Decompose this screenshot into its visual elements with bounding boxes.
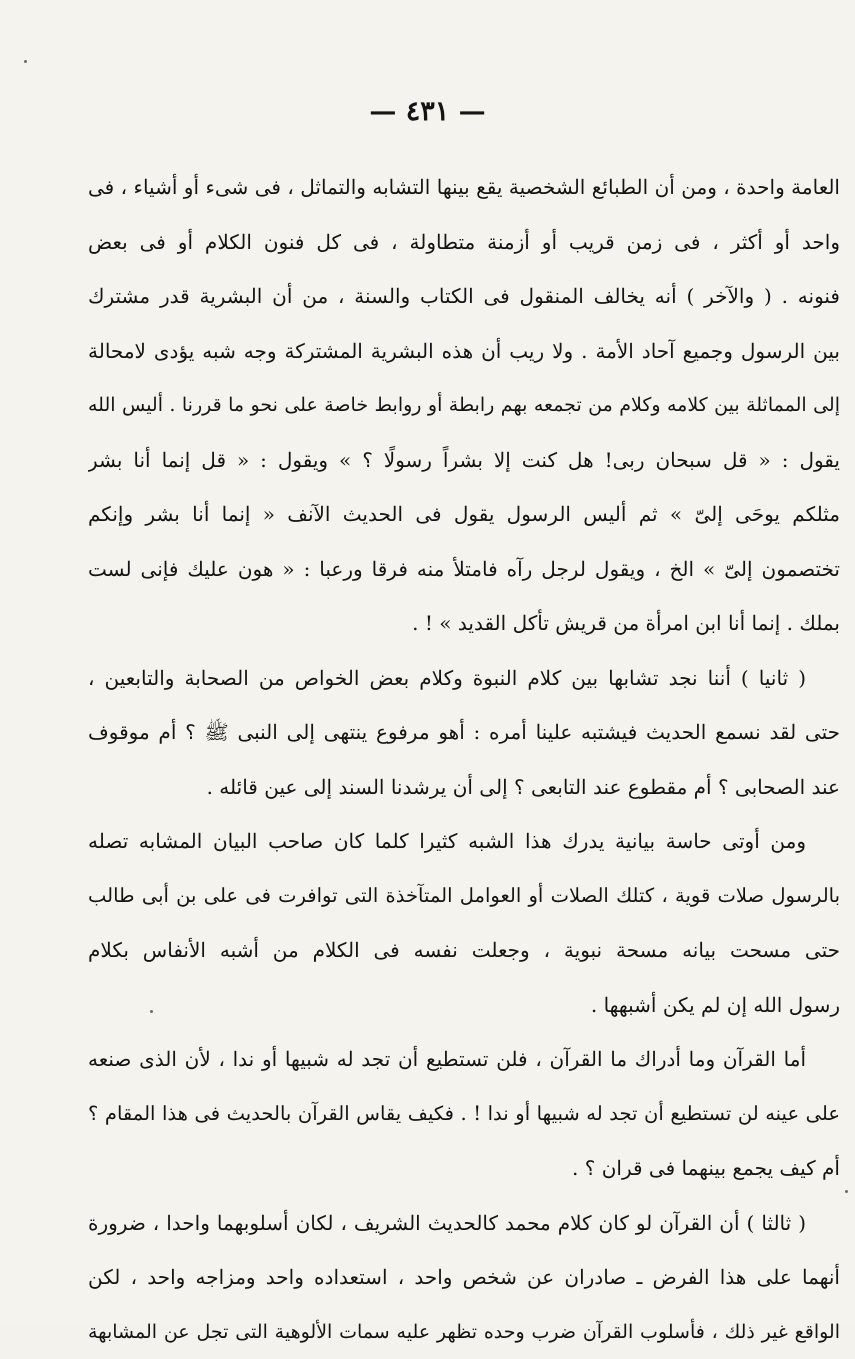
text-line: بملك . إنما أنا ابن امرأة من قريش تأكل القديد » ! . (88, 596, 840, 651)
text-line: واحد أو أكثر ، فى زمن قريب أو أزمنة متطاولة ، فى كل فنون الكلام أو فى بعض (88, 215, 840, 270)
text-line: عند الصحابى ؟ أم مقطوع عند التابعى ؟ إلى أن يرشدنا السند إلى عين قائله . (88, 760, 840, 815)
text-line: أما القرآن وما أدراك ما القرآن ، فلن تستطيع أن تجد له شبيها أو ندا ، لأن الذى صنعه (88, 1032, 840, 1087)
text-line: حتى مسحت بيانه مسحة نبوية ، وجعلت نفسه فى الكلام من أشبه الأنفاس بكلام (88, 923, 840, 978)
text-line: رسول الله إن لم يكن أشبهها . (88, 978, 840, 1033)
text-line: مثلكم يوحَى إلىّ » ثم أليس الرسول يقول فى الحديث الآنف « إنما أنا بشر وإنكم (88, 487, 840, 542)
text-line: بين الرسول وجميع آحاد الأمة . ولا ريب أن هذه البشرية المشتركة وجه شبه يؤدى لامحالة (88, 324, 840, 379)
body-text (88, 160, 840, 1359)
scan-speck (24, 60, 27, 63)
text-line: على عينه لن تستطيع أن تجد له شبيها أو ندا ! . فكيف يقاس القرآن بالحديث فى هذا المقام ؟ (88, 1087, 840, 1142)
text-line: فنونه . ( والآخر ) أنه يخالف المنقول فى الكتاب والسنة ، من أن البشرية قدر مشترك (88, 269, 840, 324)
text-line: بالرسول صلات قوية ، كتلك الصلات أو العوامل المتآخذة التى توافرت فى على بن أبى طالب (88, 869, 840, 924)
text-line: يقول : « قل سبحان ربى! هل كنت إلا بشراً رسولًا ؟ » ويقول : « قل إنما أنا بشر (88, 433, 840, 488)
text-line: أم كيف يجمع بينهما فى قران ؟ . (88, 1141, 840, 1196)
text-line: ( ثانيا ) أننا نجد تشابها بين كلام النبوة وكلام بعض الخواص من الصحابة والتابعين ، (88, 651, 840, 706)
text-line: العامة واحدة ، ومن أن الطبائع الشخصية يقع بينها التشابه والتماثل ، فى شىء أو أشياء ، فى (88, 160, 840, 215)
scan-speck (845, 1190, 848, 1193)
page-number: — ٤٣١ — (0, 96, 855, 127)
text-line: إلى المماثلة بين كلامه وكلام من تجمعه بهم رابطة أو روابط خاصة على نحو ما قررنا . أليس الله (88, 378, 840, 433)
text-line: حتى لقد نسمع الحديث فيشتبه علينا أمره : أهو مرفوع ينتهى إلى النبى ﷺ ؟ أم موقوف (88, 705, 840, 760)
text-line: الواقع غير ذلك ، فأسلوب القرآن ضرب وحده تظهر عليه سمات الألوهية التى تجل عن المشابهة (88, 1305, 840, 1359)
text-line: أنهما على هذا الفرض ـ صادران عن شخص واحد ، استعداده واحد ومزاجه واحد ، لكن (88, 1250, 840, 1305)
text-line: ( ثالثا ) أن القرآن لو كان كلام محمد كالحديث الشريف ، لكان أسلوبهما واحدا ، ضرورة (88, 1196, 840, 1251)
text-line: تختصمون إلىّ » الخ ، ويقول لرجل رآه فامتلأ منه فرقا ورعبا : « هون عليك فإنى لست (88, 542, 840, 597)
text-line: ومن أوتى حاسة بيانية يدرك هذا الشبه كثيرا كلما كان صاحب البيان المشابه تصله (88, 814, 840, 869)
scan-speck (150, 1010, 153, 1013)
